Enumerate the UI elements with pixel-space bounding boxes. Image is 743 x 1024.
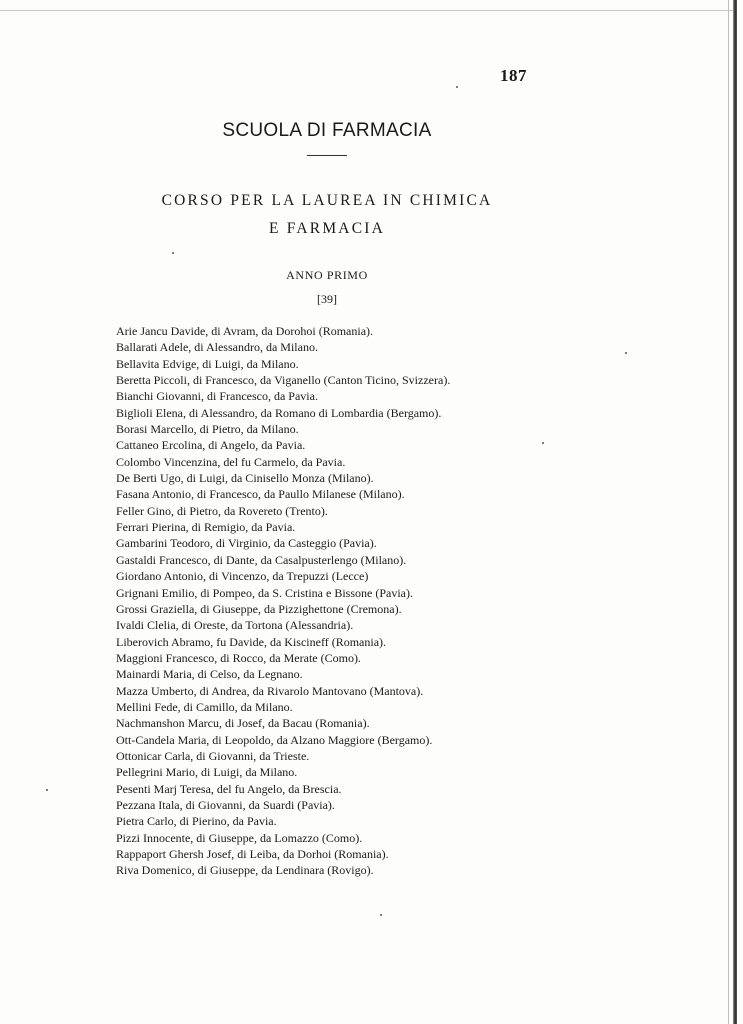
student-entry: Ferrari Pierina, di Remigio, da Pavia. (116, 520, 296, 535)
student-entry: Biglioli Elena, di Alessandro, da Romano di Lombardia (Bergamo). (116, 405, 442, 420)
student-entry: Pezzana Itala, di Giovanni, da Suardi (Pavia). (116, 797, 335, 812)
scan-speck (542, 442, 544, 444)
student-entry: Nachmanshon Marcu, di Josef, da Bacau (Romania). (116, 716, 370, 731)
student-entry: Cattaneo Ercolina, di Angelo, da Pavia. (116, 438, 306, 453)
student-entry: Giordano Antonio, di Vincenzo, da Trepuzzi (Lecce) (116, 569, 369, 584)
student-entry: Ott-Candela Maria, di Leopoldo, da Alzano Maggiore (Bergamo). (116, 732, 433, 747)
student-entry: Pizzi Innocente, di Giuseppe, da Lomazzo (Como). (116, 830, 363, 845)
student-entry: Pellegrini Mario, di Luigi, da Milano. (116, 765, 298, 780)
student-entry: Beretta Piccoli, di Francesco, da Viganello (Canton Ticino, Svizzera). (116, 373, 451, 388)
student-entry: Gambarini Teodoro, di Virginio, da Casteggio (Pavia). (116, 536, 377, 551)
school-title: SCUOLA DI FARMACIA (222, 120, 432, 141)
year-title: ANNO PRIMO (286, 268, 368, 282)
student-entry: Arie Jancu Davide, di Avram, da Dorohoi (Romania). (116, 324, 374, 338)
student-entry: Fasana Antonio, di Francesco, da Paullo Milanese (Milano). (116, 487, 405, 502)
student-list (116, 323, 586, 879)
student-entry: Rappaport Ghersh Josef, di Leiba, da Dorhoi (Romania). (116, 847, 389, 861)
title-divider (307, 155, 347, 156)
scan-speck (456, 86, 458, 88)
student-entry: Borasi Marcello, di Pietro, da Milano. (116, 422, 299, 437)
page-number: 187 (500, 66, 527, 85)
student-entry: Grossi Graziella, di Giuseppe, da Pizzighettone (Cremona). (116, 601, 402, 616)
student-entry: Gastaldi Francesco, di Dante, da Casalpusterlengo (Milano). (116, 552, 407, 567)
page-top-edge (0, 10, 736, 11)
student-count: [39] (317, 292, 337, 306)
student-entry: Bellavita Edvige, di Luigi, da Milano. (116, 356, 299, 371)
page-binding-edge (733, 0, 737, 1024)
scan-speck (380, 914, 382, 916)
student-entry: Maggioni Francesco, di Rocco, da Merate (Como). (116, 650, 361, 665)
page-right-edge-line (728, 0, 729, 1024)
scan-speck (172, 252, 174, 254)
student-entry: Mainardi Maria, di Celso, da Legnano. (116, 667, 303, 682)
student-entry: Riva Domenico, di Giuseppe, da Lendinara (Rovigo). (116, 863, 374, 878)
scan-speck (46, 789, 48, 791)
student-entry: Liberovich Abramo, fu Davide, da Kiscineff (Romania). (116, 634, 387, 649)
student-entry: Feller Gino, di Pietro, da Rovereto (Trento). (116, 503, 328, 518)
student-entry: Mellini Fede, di Camillo, da Milano. (116, 699, 293, 714)
student-entry: Ballarati Adele, di Alessandro, da Milano. (116, 340, 318, 355)
student-entry: De Berti Ugo, di Luigi, da Cinisello Monza (Milano). (116, 471, 374, 486)
student-entry: Ivaldi Clelia, di Oreste, da Tortona (Alessandria). (116, 618, 354, 633)
student-entry: Pietra Carlo, di Pierino, da Pavia. (116, 814, 277, 829)
student-entry: Pesenti Marj Teresa, del fu Angelo, da Brescia. (116, 781, 342, 796)
course-title-line2: E FARMACIA (268, 220, 385, 237)
scan-speck (625, 352, 627, 354)
student-entry: Bianchi Giovanni, di Francesco, da Pavia. (116, 389, 318, 404)
student-entry: Ottonicar Carla, di Giovanni, da Trieste. (116, 748, 310, 763)
student-entry: Grignani Emilio, di Pompeo, da S. Cristina e Bissone (Pavia). (116, 585, 413, 600)
student-entry: Colombo Vincenzina, del fu Carmelo, da Pavia. (116, 454, 346, 469)
course-title-line1: CORSO PER LA LAUREA IN CHIMICA (161, 192, 493, 209)
student-entry: Mazza Umberto, di Andrea, da Rivarolo Mantovano (Mantova). (116, 683, 424, 698)
